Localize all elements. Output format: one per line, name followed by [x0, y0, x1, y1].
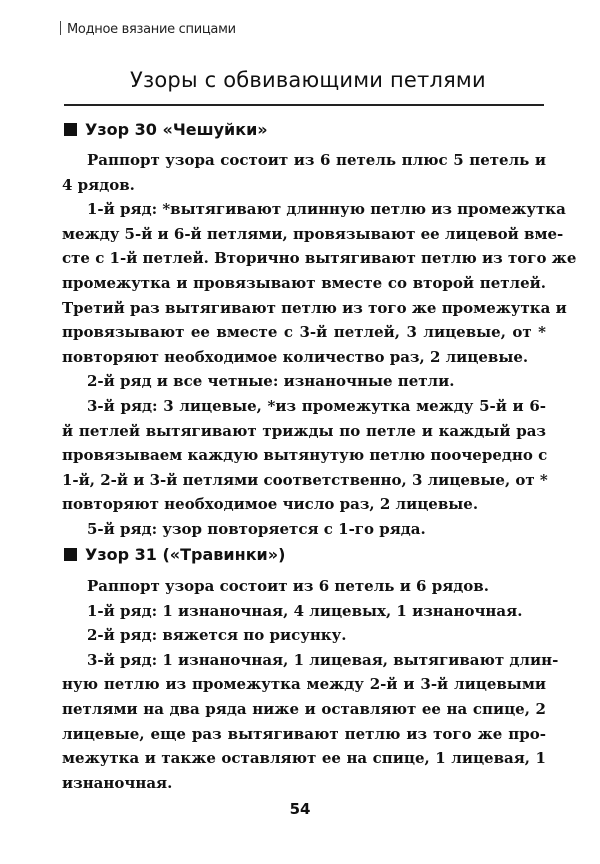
text-line: 3-й ряд: 1 изнаночная, 1 лицевая, вытягивают длин-: [87, 650, 559, 669]
running-head-marker: [60, 21, 61, 35]
text-line: петлями на два ряда ниже и оставляют ее на спице, 2: [62, 699, 546, 718]
section-body-2: [62, 574, 559, 795]
text-line: 5-й ряд: узор повторяется с 1-го ряда.: [87, 519, 426, 538]
running-head: [60, 21, 236, 37]
section-heading-1: [64, 120, 268, 139]
text-line: межутка и также оставляют ее на спице, 1 лицевая, 1: [62, 749, 546, 768]
text-line: между 5-й и 6-й петлями, провязывают ее лицевой вме-: [62, 224, 564, 243]
section-body-1: [62, 148, 577, 542]
text-line: провязывают ее вместе с 3-й петлей, 3 лицевые, от *: [62, 323, 546, 342]
text-line: промежутка и провязывают вместе со второй петлей.: [62, 273, 546, 292]
text-line: 2-й ряд и все четные: изнаночные петли.: [87, 372, 455, 391]
text-line: сте с 1-й петлей. Вторично вытягивают петлю из того же: [62, 249, 577, 268]
text-line: провязываем каждую вытянутую петлю поочередно с: [62, 446, 548, 465]
text-line: 3-й ряд: 3 лицевые, *из промежутка между 5-й и 6-: [87, 396, 546, 415]
section-heading-text: Узор 31 («Травинки»): [85, 545, 286, 564]
text-line: Раппорт узора состоит из 6 петель плюс 5 петель и: [87, 151, 546, 169]
chapter-title: Узоры с обвивающими петлями: [130, 68, 486, 92]
text-line: 1-й, 2-й и 3-й петлями соответственно, 3 лицевые, от *: [62, 470, 548, 489]
text-line: 4 рядов.: [62, 175, 135, 194]
page-number: 54: [289, 800, 311, 818]
running-head-text: Модное вязание спицами: [67, 22, 236, 37]
text-line: й петлей вытягивают трижды по петле и каждый раз: [62, 421, 546, 440]
text-line: повторяют необходимое число раз, 2 лицевые.: [62, 495, 479, 514]
section-heading-2: [64, 545, 285, 564]
section-heading-text: Узор 30 «Чешуйки»: [85, 120, 268, 139]
text-line: лицевые, еще раз вытягивают петлю из того же про-: [62, 724, 546, 743]
title-rule: [64, 104, 544, 106]
text-line: 1-й ряд: 1 изнаночная, 4 лицевых, 1 изнаночная.: [87, 601, 523, 620]
square-bullet-icon: [64, 548, 77, 561]
text-line: Третий раз вытягивают петлю из того же промежутка и: [62, 298, 567, 317]
text-line: Раппорт узора состоит из 6 петель и 6 рядов.: [87, 577, 489, 595]
square-bullet-icon: [64, 123, 77, 136]
text-line: повторяют необходимое количество раз, 2 лицевые.: [62, 347, 529, 366]
text-line: 1-й ряд: *вытягивают длинную петлю из промежутка: [87, 200, 566, 219]
text-line: ную петлю из промежутка между 2-й и 3-й лицевыми: [62, 675, 546, 694]
text-line: изнаночная.: [62, 773, 173, 792]
text-line: 2-й ряд: вяжется по рисунку.: [87, 626, 347, 645]
